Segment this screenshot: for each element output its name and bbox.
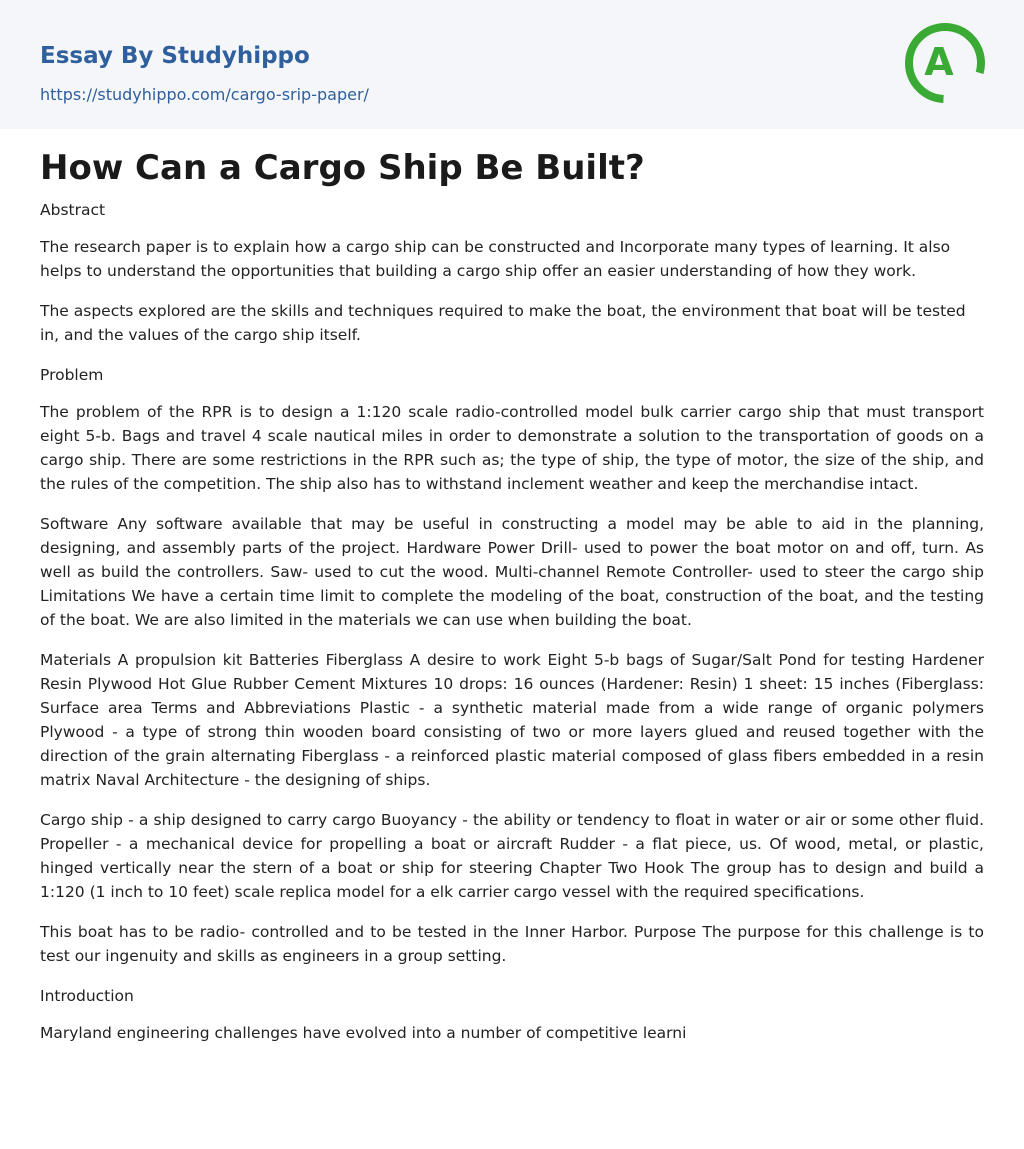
paragraph: Software Any software available that may be useful in constructing a model may be able to aid in the planning, designing, and assembly parts of the project. Hardware Power Drill- used to power the boat motor on and off, turn. As well as build the controllers. Saw- used to cut the wood. Multi-channel Remote Controller- used to steer the cargo ship Limitations We have a certain time limit to complete the modeling of the boat, construction of the boat, and the testing of the boat. We are also limited in the materials we can use when building the boat. [40,515,984,629]
paragraph: The problem of the RPR is to design a 1:120 scale radio-controlled model bulk carrier cargo ship that must transport eight 5-b. Bags and travel 4 scale nautical miles in order to demonstrate a solution to the transportation of goods on a cargo ship. There are some restrictions in the RPR such as; the type of ship, the type of motor, the size of the ship, and the rules of the competition. The ship also has to withstand inclement weather and keep the merchandise intact. [40,403,984,493]
page-title: How Can a Cargo Ship Be Built? [40,148,645,188]
paragraph: Maryland engineering challenges have evolved into a number of competitive learni [40,1024,687,1042]
site-header [0,0,1024,129]
paragraph: Cargo ship - a ship designed to carry cargo Buoyancy - the ability or tendency to float in water or air or some other fluid. Propeller - a mechanical device for propelling a boat or aircraft Rudder - a flat piece, us. Of wood, metal, or plastic, hinged vertically near the stern of a boat or ship for steering Chapter Two Hook The group has to design and build a 1:120 (1 inch to 10 feet) scale replica model for a elk carrier cargo vessel with the required specifications. [40,811,984,901]
article-content [40,142,984,1061]
paragraph: The aspects explored are the skills and techniques required to make the boat, the environment that boat will be tested in, and the values of the cargo ship itself. [40,302,966,344]
section-heading-introduction: Introduction [40,987,134,1005]
paragraph: The research paper is to explain how a cargo ship can be constructed and Incorporate many types of learning. It also helps to understand the opportunities that building a cargo ship offer an easier understanding of how they work. [40,238,951,280]
studyhippo-logo-icon[interactable] [896,18,988,110]
source-url-link[interactable]: https://studyhippo.com/cargo-srip-paper/ [40,85,369,104]
brand-title[interactable]: Essay By Studyhippo [40,43,310,69]
section-heading-abstract: Abstract [40,201,106,219]
logo-letter: A [924,40,954,84]
paragraph: This boat has to be radio- controlled and to be tested in the Inner Harbor. Purpose The purpose for this challenge is to test our ingenuity and skills as engineers in a group setting. [40,923,984,965]
paragraph: Materials A propulsion kit Batteries Fiberglass A desire to work Eight 5-b bags of Sugar/Salt Pond for testing Hardener Resin Plywood Hot Glue Rubber Cement Mixtures 10 drops: 16 ounces (Hardener: Resin) 1 sheet: 15 inches (Fiberglass: Surface area Terms and Abbreviations Plastic - a synthetic material made from a wide range of organic polymers Plywood - a type of strong thin wooden board consisting of two or more layers glued and reused together with the direction of the grain alternating Fiberglass - a reinforced plastic material composed of glass fibers embedded in a resin matrix Naval Architecture - the designing of ships. [40,651,984,789]
section-heading-problem: Problem [40,366,104,384]
